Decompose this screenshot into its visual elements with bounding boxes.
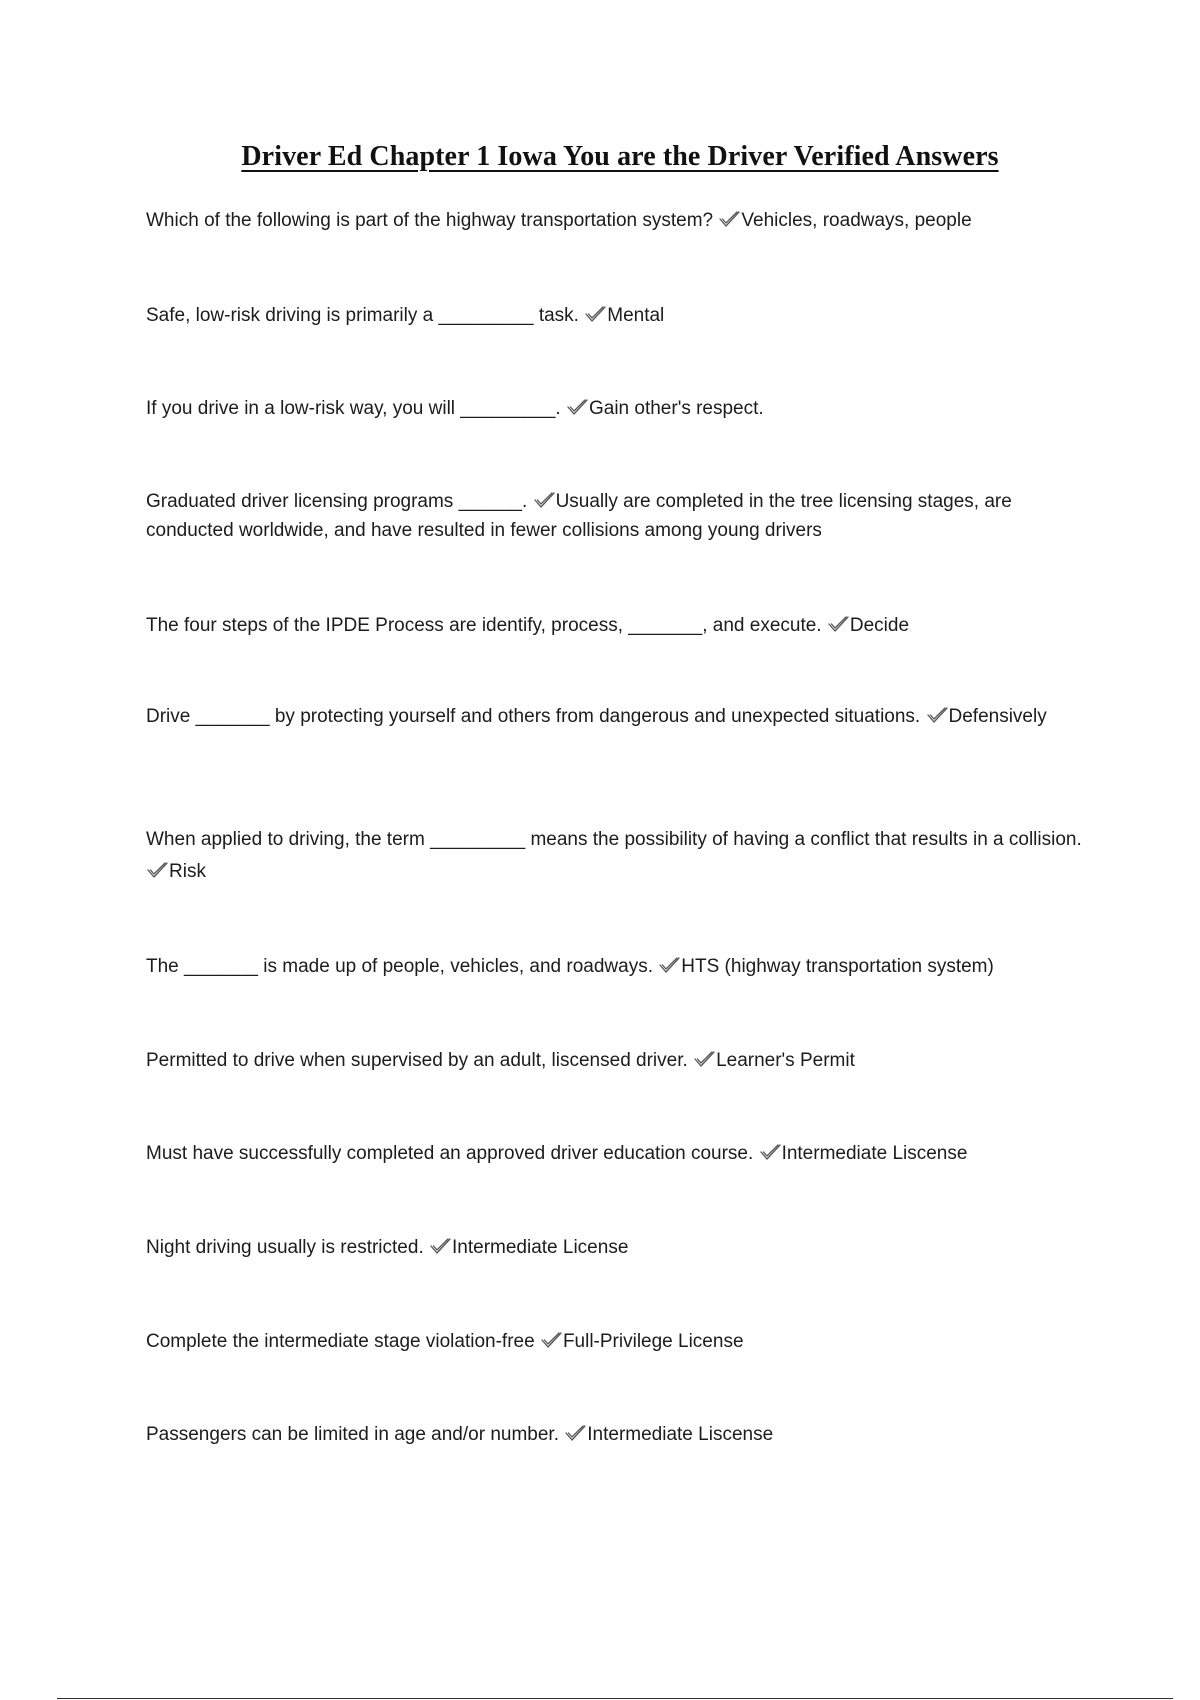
checkmark-icon [827,614,850,634]
checkmark-icon [584,304,607,324]
checkmark-icon [146,860,169,880]
question-text: When applied to driving, the term _________ means the possibility of having a conflict that results in a collision. [146,829,1082,850]
answer-text: Risk [169,861,206,882]
qa-item [146,487,1096,545]
question-text: Drive _______ by protecting yourself and others from dangerous and unexpected situations. [146,706,921,727]
question-text: Night driving usually is restricted. [146,1237,424,1258]
question-text: Must have successfully completed an approved driver education course. [146,1143,754,1164]
qa-item [146,701,1096,733]
checkmark-icon [566,397,589,417]
answer-text: Intermediate Liscense [781,1143,968,1164]
question-text: The four steps of the IPDE Process are identify, process, _______, and execute. [146,615,822,636]
checkmark-icon [759,1142,782,1162]
qa-item [146,205,1096,237]
answer-text: Intermediate License [452,1237,629,1258]
page-divider [57,1698,1173,1699]
question-text: If you drive in a low-risk way, you will _________. [146,398,561,419]
answer-text: Gain other's respect. [588,398,764,419]
answer-text: Intermediate Liscense [587,1424,774,1445]
qa-item [146,610,1096,642]
answer-text: Defensively [948,706,1047,727]
qa-item [146,393,1096,425]
question-text: Which of the following is part of the highway transportation system? [146,210,714,231]
question-text: Graduated driver licensing programs ______. [146,491,528,512]
answer-text: Decide [849,615,910,636]
qa-item [146,300,1096,332]
qa-item [146,1045,1096,1077]
qa-item [146,951,1096,983]
answer-text: Vehicles, roadways, people [741,210,972,231]
question-text: Permitted to drive when supervised by an adult, liscensed driver. [146,1050,688,1071]
question-text: Safe, low-risk driving is primarily a _________ task. [146,305,579,326]
question-text: Complete the intermediate stage violation-free [146,1331,535,1352]
answer-text: Learner's Permit [716,1050,855,1071]
checkmark-icon [658,955,681,975]
qa-item [146,1138,1096,1170]
page-title: Driver Ed Chapter 1 Iowa You are the Driver Verified Answers [241,141,999,172]
answer-text: HTS (highway transportation system) [681,956,994,977]
answer-text: Usually are completed in the tree licensing stages, are conducted worldwide, and have resulted in fewer collisions among young drivers [146,491,1012,541]
qa-item [146,1326,1096,1358]
qa-item [146,1232,1096,1264]
checkmark-icon [926,705,949,725]
question-text: The _______ is made up of people, vehicles, and roadways. [146,956,653,977]
question-text: Passengers can be limited in age and/or number. [146,1424,559,1445]
checkmark-icon [533,490,556,510]
qa-item [146,1419,1096,1451]
checkmark-icon [429,1236,452,1256]
qa-item [146,824,1096,888]
checkmark-icon [693,1049,716,1069]
answer-text: Mental [607,305,665,326]
checkmark-icon [564,1423,587,1443]
checkmark-icon [718,209,741,229]
answer-text: Full-Privilege License [562,1331,744,1352]
checkmark-icon [540,1330,563,1350]
